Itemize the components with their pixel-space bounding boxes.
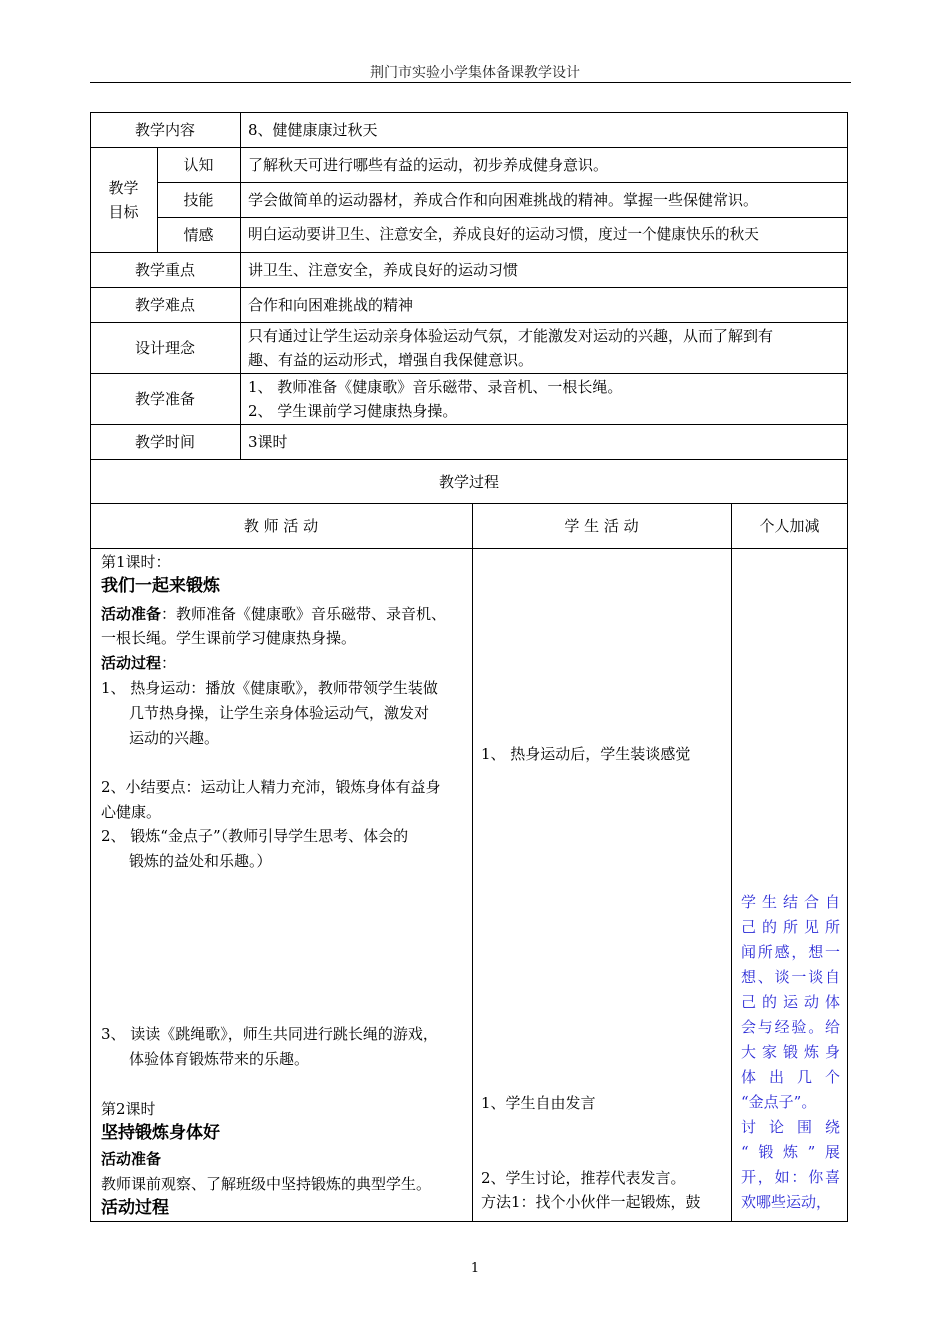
activity-prep-heading: 活动准备 bbox=[101, 605, 162, 623]
personal-note-line: 闻所感，想一 bbox=[741, 943, 840, 961]
summary-line-2: 心健康。 bbox=[101, 803, 162, 821]
activity-process-heading: 活动过程 bbox=[101, 654, 162, 672]
activity-process-colon: ： bbox=[161, 654, 177, 672]
personal-note-line: 讨论围绕 bbox=[741, 1118, 840, 1136]
prep-line-1: 1、 教师准备《健康歌》音乐磁带、录音机、一根长绳。 bbox=[248, 378, 623, 396]
lesson-1-label: 第1课时： bbox=[101, 553, 171, 571]
row-divider bbox=[90, 503, 848, 504]
summary-line-1: 2、小结要点：运动让人精力充沛，锻炼身体有益身 bbox=[101, 778, 441, 796]
personal-note-line: 会与经验。给 bbox=[741, 1018, 840, 1036]
col-header-personal: 个人加减 bbox=[759, 517, 820, 535]
goal-label-skill: 技能 bbox=[183, 191, 214, 209]
row-divider bbox=[90, 373, 848, 374]
personal-note-line: 体出几个 bbox=[741, 1068, 840, 1086]
item-2-line-1: 2、 锻炼“金点子”（教师引导学生思考、体会的 bbox=[101, 827, 409, 845]
lesson-2-title: 坚持锻炼身体好 bbox=[101, 1123, 220, 1143]
header-rule bbox=[90, 82, 851, 83]
concept-label: 设计理念 bbox=[134, 339, 195, 357]
content-value: 8、健健康康过秋天 bbox=[248, 121, 378, 139]
activity-prep-text: ：教师准备《健康歌》音乐磁带、录音机、 bbox=[161, 605, 447, 623]
personal-note-line: 己的运动体 bbox=[741, 993, 840, 1011]
activity-process-line bbox=[101, 651, 467, 675]
table-border-top bbox=[90, 112, 848, 113]
page-header-title: 荆门市实验小学集体备课教学设计 bbox=[370, 65, 580, 81]
personal-note-line: 大家锻炼身 bbox=[741, 1043, 840, 1061]
student-item-discussion: 2、学生讨论，推荐代表发言。 bbox=[481, 1169, 686, 1187]
goal-value-skill: 学会做简单的运动器材，养成合作和向困难挑战的精神。掌握一些保健常识。 bbox=[248, 191, 759, 209]
lesson-2-prep-heading: 活动准备 bbox=[101, 1150, 162, 1168]
personal-note-line: 开，如：你喜 bbox=[741, 1168, 840, 1186]
goal-value-emotion: 明白运动要讲卫生、注意安全，养成良好的运动习惯，度过一个健康快乐的秋天 bbox=[248, 226, 759, 243]
lesson-2-process-heading: 活动过程 bbox=[101, 1198, 169, 1218]
item-2-line-2: 锻炼的益处和乐趣。） bbox=[129, 852, 272, 870]
content-label: 教学内容 bbox=[134, 121, 195, 139]
item-3-line-1: 3、 读读《跳绳歌》，师生共同进行跳长绳的游戏， bbox=[101, 1025, 438, 1043]
personal-note-line: 学生结合自 bbox=[741, 893, 840, 911]
personal-note-line: 想、谈一谈自 bbox=[741, 968, 840, 986]
process-title: 教学过程 bbox=[438, 473, 499, 491]
row-divider bbox=[90, 548, 848, 549]
key-point-label: 教学重点 bbox=[134, 261, 195, 279]
item-3-line-2: 体验体育锻炼带来的乐趣。 bbox=[129, 1050, 310, 1068]
row-divider bbox=[90, 459, 848, 460]
concept-line-2: 趣、有益的运动形式，增强自我保健意识。 bbox=[248, 351, 534, 369]
col-header-student: 学 生 活 动 bbox=[564, 517, 639, 535]
row-divider bbox=[90, 147, 848, 148]
personal-note-line: “金点子”。 bbox=[741, 1093, 817, 1111]
personal-note-line: 欢哪些运动， bbox=[741, 1193, 832, 1211]
prep-label: 教学准备 bbox=[134, 390, 195, 408]
col-divider bbox=[240, 112, 241, 459]
table-border-bottom bbox=[90, 1221, 848, 1222]
activity-prep-line-2: 一根长绳。学生课前学习健康热身操。 bbox=[101, 629, 357, 647]
concept-line-1: 只有通过让学生运动亲身体验运动气氛，才能激发对运动的兴趣，从而了解到有 bbox=[248, 327, 774, 345]
personal-note-line: 己的所见所 bbox=[741, 918, 840, 936]
activity-prep-line-1 bbox=[101, 602, 471, 626]
goal-label-emotion: 情感 bbox=[183, 226, 214, 244]
difficulty-value: 合作和向困难挑战的精神 bbox=[248, 296, 414, 314]
item-1-line-1: 1、 热身运动：播放《健康歌》，教师带领学生装做 bbox=[101, 679, 438, 697]
personal-note-line: “锻炼”展 bbox=[741, 1143, 840, 1161]
time-value: 3课时 bbox=[248, 433, 288, 451]
page-number: 1 bbox=[470, 1261, 480, 1276]
row-divider bbox=[90, 252, 848, 253]
row-divider bbox=[157, 182, 848, 183]
lesson-2-label: 第2课时 bbox=[101, 1100, 156, 1118]
table-border-right bbox=[847, 112, 848, 1221]
col-header-teacher: 教 师 活 动 bbox=[243, 517, 319, 535]
key-point-value: 讲卫生、注意安全，养成良好的运动习惯 bbox=[248, 261, 519, 279]
student-item-method-1: 方法1：找个小伙伴一起锻炼，鼓 bbox=[481, 1193, 701, 1211]
goal-value-cognition: 了解秋天可进行哪些有益的运动，初步养成健身意识。 bbox=[248, 156, 609, 174]
row-divider bbox=[157, 217, 848, 218]
prep-line-2: 2、 学生课前学习健康热身操。 bbox=[248, 402, 458, 420]
goals-label-line2: 目标 bbox=[108, 203, 139, 221]
goals-label-line1: 教学 bbox=[108, 179, 139, 197]
lesson-1-title: 我们一起来锻炼 bbox=[101, 576, 220, 596]
time-label: 教学时间 bbox=[134, 433, 195, 451]
row-divider bbox=[90, 287, 848, 288]
lesson-2-prep-text: 教师课前观察、了解班级中坚持锻炼的典型学生。 bbox=[101, 1175, 432, 1193]
row-divider bbox=[90, 424, 848, 425]
item-1-line-2: 几节热身操，让学生亲身体验运动气，激发对 bbox=[129, 704, 430, 722]
col-divider bbox=[472, 503, 473, 1221]
student-item-warmup: 1、 热身运动后，学生装谈感觉 bbox=[481, 745, 691, 763]
row-divider bbox=[90, 322, 848, 323]
item-1-line-3: 运动的兴趣。 bbox=[129, 729, 220, 747]
goal-label-cognition: 认知 bbox=[183, 156, 214, 174]
difficulty-label: 教学难点 bbox=[134, 296, 195, 314]
student-item-free-speech: 1、学生自由发言 bbox=[481, 1094, 596, 1112]
col-divider bbox=[731, 503, 732, 1221]
